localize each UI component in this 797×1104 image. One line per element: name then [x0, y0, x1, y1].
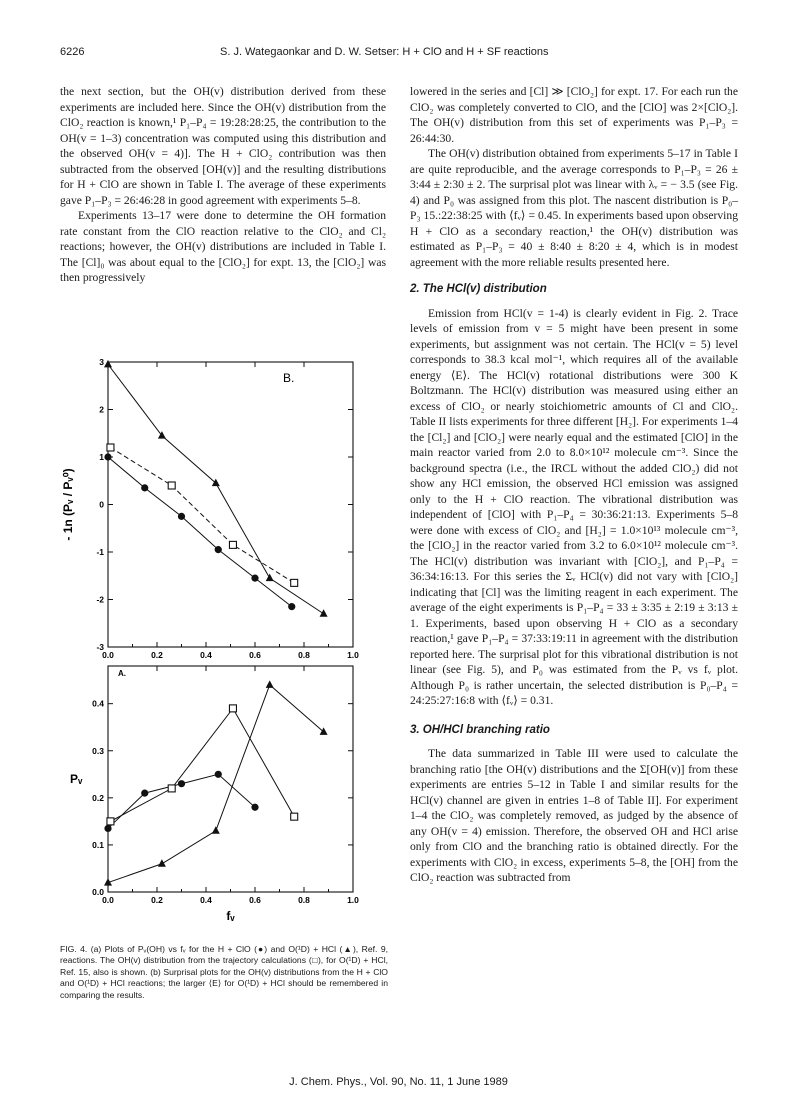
left-para-2: Experiments 13–17 were done to determine the OH formation rate constant from the ClO reaction relative to the ClO₂ and Cl₂ reactions; however, the OH(v) distributions are included in Table I. The [Cl]₀ was about equal to the [ClO₂] for expt. 13, the [ClO₂] was then progressively: [60, 209, 386, 284]
x-tick-label: 0.2: [151, 895, 163, 905]
data-point-triangle: [320, 609, 328, 617]
x-tick-label: 0.0: [102, 895, 114, 905]
x-tick-label: 0.8: [298, 895, 310, 905]
series-square-line: [110, 448, 294, 583]
y-tick-label: 0.4: [92, 698, 104, 709]
left-para-1: the next section, but the OH(v) distribution derived from these experiments are included here. Since the OH(v) distribution from the ClO₂ reaction is known,¹ P₁–P₄ = 19:28:28:25, the contribution to the OH(v = 1–3) concentration was computed using this distribution and the observed OH(v = 4)]. The H + ClO₂ contribution was then subtracted from the observed [OH(v)] and the resulting distributions for H + ClO are shown in Table I. The average of these experiments gave P₁–P₃ = 26:46:28 in good agreement with experiments 5–8.: [60, 85, 386, 207]
y-tick-label: -3: [96, 642, 104, 652]
data-point-circle: [288, 603, 295, 610]
data-point-circle: [104, 825, 111, 832]
data-point-circle: [178, 513, 185, 520]
series-triangle-line: [108, 685, 324, 883]
data-point-circle: [251, 804, 258, 811]
right-para-4: The data summarized in Table III were used to calculate the branching ratio [the OH(v) distributions and the Σ[OH(v)] from these experiments are entries 5–12 in Table I and similar results for the HCl(v) channel are given in entries 1–8 of Table II]. For experiment 1–4 the ClO₂ was completely removed, as judged by the absence of any OH(v = 4) emission. Therefore, the observed OH and HCl arise only from ClO and the branching ratio is obtained directly. For the experiments with ClO₂ in excess, experiments 5–8, the [OH] from the ClO₂ reaction was subtracted from: [410, 747, 738, 884]
data-point-circle: [178, 780, 185, 787]
right-para-2: The OH(v) distribution obtained from experiments 5–17 in Table I are quite reproducible, and the average corresponds to P₁–P₃ = 26 ± 3:44 ± 2:30 ± 2. The surprisal plot was linear with λᵥ = − 3.5 (see Fig. 4) and P₀ was assigned from this plot. The nascent distribution is P₀–P₃ 15.:22:38:25 with ⟨fᵥ⟩ = 0.45. In experiments based upon observing H + ClO as a secondary reaction,¹ the OH(v) distribution was estimated as P₁–P₃ = 40 ± 8:40 ± 8:20 ± 4, which is in modest agreement with the more reliable results presented here.: [410, 147, 738, 269]
panel-b: [61, 357, 359, 660]
y-axis-label: Pᵥ: [70, 772, 83, 786]
page-number: 6226: [60, 46, 85, 58]
left-column: [60, 84, 386, 286]
x-tick-label: 0.4: [200, 895, 212, 905]
y-tick-label: -1: [96, 547, 104, 557]
data-point-circle: [215, 546, 222, 553]
data-point-triangle: [104, 360, 112, 368]
y-tick-label: 2: [99, 404, 104, 415]
y-tick-label: 0.2: [92, 792, 104, 803]
data-point-circle: [141, 484, 148, 491]
data-point-circle: [141, 790, 148, 797]
right-para-3: Emission from HCl(v = 1-4) is clearly evident in Fig. 2. Trace levels of emission from v = 5 might have been present in some experiments, but assignment was not certain. The HCl(v = 5) level corresponds to 38.3 kcal mol⁻¹, which requires all of the available energy ⟨E⟩. The HCl(v) rotational distributions were 300 K Boltzmann. The HCl(v) distribution was measured using either an excess of ClO₂ or nearly stoichiometric amounts of Cl and ClO₂. Table II lists experiments for three different [H₂]. For experiments 1–4 the [Cl₂] and [ClO₂] were nearly equal and the estimated [ClO] in the main reactor varied from 2.0 to 8.0×10¹² molecule cm⁻³. Since the background spectra (i.e., the IRCL without the added ClO₂) did not show any HCl emission, the observed HCl emission was assigned only to the H + ClO reaction. The vibrational distribution was independent of [ClO] with P₁–P₄ = 30:36:21:13. Experiments 5–8 were done with excess of ClO₂ and [H₂] = 1.0×10¹³ molecule cm⁻³, the [ClO₂] in the reactor varied from 3.2 to 6.0×10¹² molecule cm⁻³. The HCl(v) distribution was invariant with [ClO₂], and P₁–P₄ = 36:34:16:13. For this series the Σᵥ HCl(v) did not vary with [ClO₂] indicating that [Cl] was the limiting reagent in each experiment. The average of the eight experiments is P₁–P₄ = 33 ± 3:35 ± 2:19 ± 3:13 ± 1. Experiments, based upon observing H + ClO as a secondary reaction,¹ gave P₁–P₄ = 37:33:19:11 in agreement with the distribution reported here. The surprisal plot for this vibrational distribution is not linear (see Fig. 5), and P₀ was estimated from the Pᵥ vs fᵥ plot. Although P₀ is rather uncertain, the selected distribution is P₀–P₄ = 24:25:27:16:8 with ⟨fᵥ⟩ = 0.31.: [410, 306, 738, 707]
plot-frame: [108, 666, 353, 892]
data-point-square: [107, 444, 114, 451]
y-tick-label: 1: [99, 452, 104, 462]
data-point-triangle: [320, 727, 328, 735]
data-point-triangle: [158, 859, 166, 867]
right-column: [410, 84, 738, 886]
data-point-triangle: [212, 826, 220, 834]
series-triangle-line: [108, 364, 324, 613]
data-point-square: [107, 818, 114, 825]
data-point-circle: [104, 453, 111, 460]
data-point-square: [229, 705, 236, 712]
y-tick-label: 0.1: [92, 839, 104, 850]
data-point-square: [291, 813, 298, 820]
data-point-circle: [215, 771, 222, 778]
x-tick-label: 0.4: [200, 650, 212, 660]
data-point-triangle: [266, 574, 274, 582]
data-point-circle: [251, 575, 258, 582]
section-3-heading: 3. OH/HCl branching ratio: [410, 723, 550, 736]
panel-a: [70, 666, 359, 923]
y-axis-label: - 1n (Pᵥ / Pᵥ⁰): [61, 468, 75, 541]
y-tick-label: 0: [99, 499, 104, 510]
series-circle-line: [108, 457, 292, 607]
running-title: S. J. Wategaonkar and D. W. Setser: H + ClO and H + SF reactions: [220, 46, 549, 58]
panel-label-a: A.: [118, 669, 126, 678]
figure-4: [60, 330, 380, 940]
data-point-square: [291, 579, 298, 586]
y-tick-label: -2: [96, 594, 104, 605]
right-para-1: lowered in the series and [Cl] ≫ [ClO₂] for expt. 17. For each run the ClO₂ was completely converted to ClO, and the [ClO] was 2×[ClO₂]. The OH(v) distribution from this set of experiments was P₁–P₃ = 26:44:30.: [410, 85, 738, 145]
data-point-square: [168, 785, 175, 792]
data-point-triangle: [212, 479, 220, 487]
journal-footer: J. Chem. Phys., Vol. 90, No. 11, 1 June 1989: [289, 1076, 508, 1088]
plot-frame: [108, 362, 353, 647]
data-point-square: [168, 482, 175, 489]
x-tick-label: 1.0: [347, 650, 359, 660]
x-tick-label: 0.0: [102, 650, 114, 660]
data-point-square: [229, 541, 236, 548]
series-square-line: [110, 708, 294, 821]
x-tick-label: 0.2: [151, 650, 163, 660]
panel-label-b: B.: [283, 371, 295, 385]
x-tick-label: 1.0: [347, 895, 359, 905]
x-tick-label: 0.8: [298, 650, 310, 660]
y-tick-label: 0.3: [92, 745, 104, 756]
data-point-triangle: [266, 680, 274, 688]
x-tick-label: 0.6: [249, 895, 261, 905]
section-2-heading: 2. The HCl(v) distribution: [410, 283, 547, 295]
y-tick-label: 0.0: [92, 887, 104, 897]
figure-caption: FIG. 4. (a) Plots of Pᵥ(OH) vs fᵥ for the H + ClO (●) and O(¹D) + HCl (▲), Ref. 9, reactions. The OH(v) distribution from the trajectory calculations (□), for O(¹D) + HCl, Ref. 15, also is shown. (b) Surprisal plots for the OH(v) distributions from the H + ClO and O(¹D) + HCl reactions; the larger ⟨E⟩ for O(¹D) + HCl should be remembered in comparing the results.: [60, 944, 388, 1000]
y-tick-label: 3: [99, 357, 104, 367]
x-axis-label: fᵥ: [226, 909, 235, 923]
x-tick-label: 0.6: [249, 650, 261, 660]
